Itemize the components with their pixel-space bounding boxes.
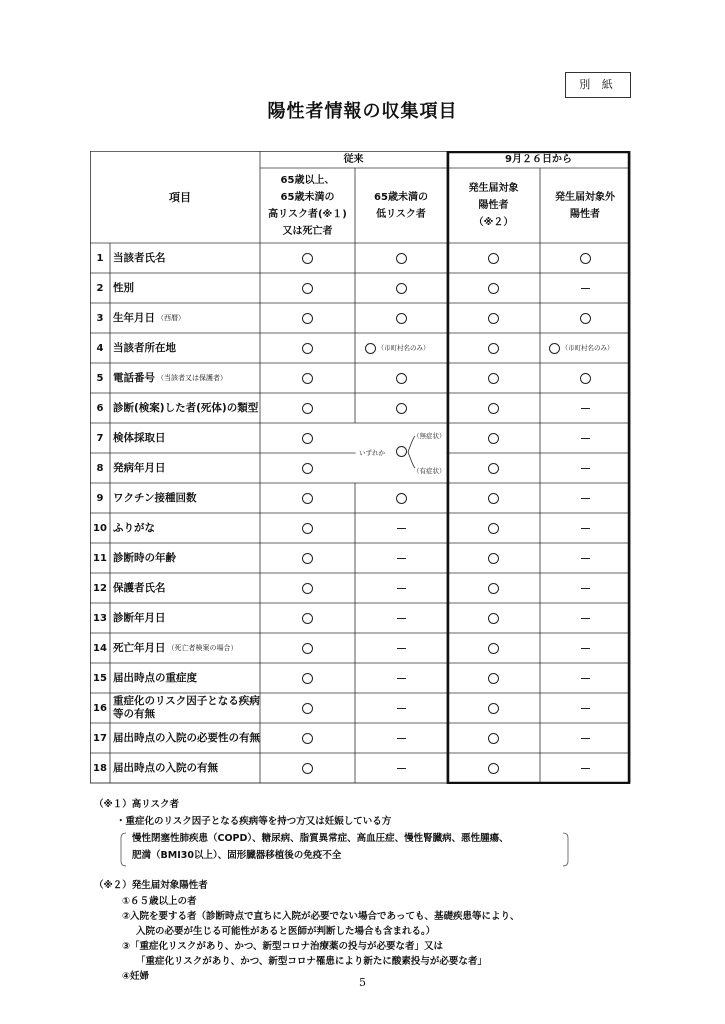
circle-mark — [488, 763, 499, 774]
header-col-notifiable-line: 発生届対象 — [468, 183, 519, 194]
row-number: 11 — [93, 552, 107, 564]
row-label-text: 届出時点の入院の有無 — [113, 761, 218, 774]
row-number: 16 — [93, 702, 107, 714]
row-label — [110, 513, 260, 543]
footnote2-item: ③「重症化リスクがあり、かつ、新型コロナ治療薬の投与が必要な者」又は — [122, 941, 443, 952]
either-connector — [355, 422, 447, 482]
circle-mark — [488, 283, 499, 294]
mark-cell — [540, 243, 630, 273]
mark-cell — [260, 753, 355, 783]
circle-mark — [302, 433, 313, 444]
circle-mark — [302, 313, 313, 324]
header-col-low-risk-line: 低リスク者 — [376, 208, 426, 220]
row-label — [110, 753, 260, 783]
circle-mark — [302, 493, 313, 504]
circle-mark — [488, 403, 499, 414]
mark-cell — [260, 243, 355, 273]
header-col-high-risk-line: 高リスク者(※１) — [268, 208, 347, 220]
footnote1-line: 慢性閉塞性肺疾患（COPD）、糖尿病、脂質異常症、高血圧症、慢性腎臓病、悪性腫瘍、 — [132, 833, 509, 844]
mark-cell — [260, 513, 355, 543]
mark-cell — [447, 243, 540, 273]
mark-cell — [540, 663, 630, 693]
dash-mark — [581, 588, 590, 589]
row-label-text: 保護者氏名 — [113, 581, 166, 594]
mark-cell — [447, 603, 540, 633]
mark-cell — [260, 603, 355, 633]
mark-cell — [260, 453, 355, 483]
mark-cell — [355, 753, 447, 783]
footnote2-item: ①６５歳以上の者 — [122, 896, 197, 907]
footnote1-line: ・重症化のリスク因子となる疾病等を持つ方又は妊娠している方 — [116, 816, 392, 827]
row-label — [110, 663, 260, 693]
asymptomatic-label: （無症状） — [413, 432, 446, 440]
dash-mark — [397, 588, 406, 589]
row-label — [110, 453, 260, 483]
mark-cell — [355, 273, 447, 303]
circle-mark — [302, 553, 313, 564]
footnote2-heading: （※２）発生届対象陽性者 — [94, 880, 208, 891]
page-number: 5 — [359, 976, 366, 989]
row-label — [110, 303, 260, 333]
mark-cell — [260, 663, 355, 693]
header-col-low-risk-line: 65歳未満の — [374, 191, 428, 203]
mark-cell — [540, 363, 630, 393]
mark-cell — [540, 693, 630, 723]
circle-mark — [580, 313, 591, 324]
page-title: 陽性者情報の収集項目 — [267, 101, 458, 122]
mark-cell — [540, 453, 630, 483]
row-label — [110, 363, 260, 393]
row-label-text: 届出時点の入院の必要性の有無 — [113, 731, 260, 744]
mark-cell — [447, 393, 540, 423]
appendix-tag: 別 紙 — [565, 72, 631, 98]
circle-mark — [488, 613, 499, 624]
mark-cell — [447, 753, 540, 783]
row-label-text: 届出時点の重症度 — [113, 671, 197, 684]
header-col-non-notifiable-line: 発生届対象外 — [555, 191, 615, 203]
mark-cell — [260, 273, 355, 303]
mark-cell — [540, 603, 630, 633]
dash-mark — [581, 438, 590, 439]
footnote1-heading: （※１）高リスク者 — [94, 799, 180, 810]
mark-cell — [447, 513, 540, 543]
mark-cell — [540, 633, 630, 663]
mark-cell — [355, 243, 447, 273]
mark-cell — [260, 483, 355, 513]
circle-mark — [302, 343, 313, 354]
header-col-high-risk-line: 65歳以上、 — [280, 174, 335, 186]
circle-mark — [302, 523, 313, 534]
row-number: 6 — [96, 402, 104, 414]
mark-cell — [540, 303, 630, 333]
mark-cell — [355, 303, 447, 333]
row-label — [110, 633, 260, 663]
header-col-notifiable-line: （※２） — [473, 217, 514, 228]
row-label-text: 検体採取日 — [113, 431, 166, 444]
header-col-notifiable-line: 陽性者 — [478, 200, 509, 211]
dash-mark — [581, 558, 590, 559]
dash-mark — [397, 528, 406, 529]
dash-mark — [397, 648, 406, 649]
row-label — [110, 333, 260, 363]
mark-cell — [260, 333, 355, 363]
row-label-text: 重症化のリスク因子となる疾病等の有無 — [113, 695, 260, 720]
row-number: 9 — [96, 492, 104, 504]
circle-mark — [488, 493, 499, 504]
mark-cell — [260, 633, 355, 663]
header-col-high-risk — [260, 168, 355, 243]
dash-mark — [397, 678, 406, 679]
mark-cell — [355, 603, 447, 633]
mark-cell — [355, 693, 447, 723]
mark-cell — [260, 573, 355, 603]
circle-mark — [302, 403, 313, 414]
dash-mark — [581, 678, 590, 679]
row-number: 1 — [96, 252, 104, 264]
circle-mark — [396, 493, 407, 504]
row-label-text: 診断時の年齢 — [113, 551, 176, 564]
mark-cell — [447, 693, 540, 723]
circle-mark — [488, 463, 499, 474]
circle-mark — [488, 583, 499, 594]
header-item: 項目 — [169, 190, 191, 204]
collection-items-table — [90, 151, 631, 784]
mark-cell — [447, 723, 540, 753]
header-col-non-notifiable-line: 陽性者 — [570, 208, 600, 220]
footnote2-item: ④妊婦 — [122, 971, 150, 982]
footnote2-item: 「重症化リスクがあり、かつ、新型コロナ罹患により新たに酸素投与が必要な者」 — [136, 956, 487, 967]
mark-cell — [447, 573, 540, 603]
row-label-text: ワクチン接種回数 — [113, 491, 197, 504]
circle-mark — [396, 253, 407, 264]
mark-cell — [540, 513, 630, 543]
mark-cell — [447, 423, 540, 453]
row-label-text: 診断年月日 — [113, 611, 166, 624]
row-label — [110, 693, 260, 723]
row-label-text: 死亡年月日 — [113, 641, 166, 654]
merged-either-cell — [355, 422, 447, 482]
mark-cell — [447, 483, 540, 513]
circle-mark — [488, 313, 499, 324]
row-label — [110, 603, 260, 633]
circle-mark — [302, 583, 313, 594]
row-label — [110, 243, 260, 273]
mark-cell — [540, 573, 630, 603]
circle-mark — [302, 673, 313, 684]
mark-cell — [355, 633, 447, 663]
circle-mark — [302, 703, 313, 714]
mark-cell — [540, 423, 630, 453]
mark-cell — [260, 723, 355, 753]
circle-mark — [302, 253, 313, 264]
row-label — [110, 723, 260, 753]
mark-cell — [447, 273, 540, 303]
dash-mark — [581, 618, 590, 619]
dash-mark — [581, 738, 590, 739]
mark-cell — [260, 423, 355, 453]
circle-mark — [302, 283, 313, 294]
mark-cell — [260, 363, 355, 393]
mark-cell — [355, 723, 447, 753]
mark-cell — [540, 483, 630, 513]
dash-mark — [397, 618, 406, 619]
circle-mark — [302, 463, 313, 474]
circle-mark — [396, 313, 407, 324]
circle-mark — [488, 523, 499, 534]
row-label-text: 当該者所在地 — [113, 341, 176, 354]
row-number: 4 — [96, 342, 104, 354]
circle-mark — [302, 643, 313, 654]
dash-mark — [397, 708, 406, 709]
mark-cell — [540, 393, 630, 423]
row-number: 13 — [93, 612, 107, 624]
mark-cell — [447, 633, 540, 663]
circle-mark — [302, 763, 313, 774]
circle-mark — [488, 643, 499, 654]
cell-note: （市町村名のみ） — [377, 343, 430, 352]
header-col-low-risk — [355, 168, 447, 243]
circle-mark — [488, 343, 499, 354]
mark-cell — [540, 543, 630, 573]
mark-cell — [260, 543, 355, 573]
dash-mark — [581, 708, 590, 709]
header-col-high-risk-line: 又は死亡者 — [282, 225, 333, 237]
row-label-text: 発病年月日 — [113, 461, 166, 474]
dash-mark — [581, 288, 590, 289]
row-label — [110, 273, 260, 303]
mark-cell — [447, 663, 540, 693]
mark-cell — [540, 753, 630, 783]
header-col-notifiable — [447, 168, 540, 243]
mark-cell — [260, 393, 355, 423]
row-number: 18 — [93, 762, 107, 774]
row-number: 8 — [96, 462, 104, 474]
circle-mark — [302, 373, 313, 384]
mark-cell — [540, 333, 630, 363]
mark-cell — [355, 483, 447, 513]
dash-mark — [581, 498, 590, 499]
dash-mark — [581, 468, 590, 469]
dash-mark — [581, 528, 590, 529]
dash-mark — [581, 648, 590, 649]
footnote1-bracket — [120, 832, 580, 868]
circle-mark — [580, 253, 591, 264]
circle-mark — [396, 373, 407, 384]
mark-cell — [260, 693, 355, 723]
footnote2-item: ②入院を要する者（診断時点で直ちに入院が必要でない場合であっても、基礎疾患等により、 — [122, 911, 520, 922]
either-label: いずれか — [359, 449, 385, 457]
circle-mark — [488, 373, 499, 384]
mark-cell — [355, 663, 447, 693]
row-number: 17 — [93, 732, 107, 744]
dash-mark — [397, 558, 406, 559]
row-label — [110, 483, 260, 513]
mark-cell — [355, 543, 447, 573]
circle-mark — [396, 403, 407, 414]
dash-mark — [397, 768, 406, 769]
cell-note: （市町村名のみ） — [561, 343, 614, 352]
mark-cell — [540, 273, 630, 303]
mark-cell — [355, 363, 447, 393]
circle-mark — [488, 673, 499, 684]
row-label — [110, 573, 260, 603]
header-from-sep26: 9月２６日から — [505, 154, 572, 165]
mark-cell — [447, 363, 540, 393]
circle-mark — [488, 703, 499, 714]
circle-mark — [488, 733, 499, 744]
mark-cell — [355, 333, 447, 363]
row-number: 10 — [93, 522, 107, 534]
circle-mark — [580, 373, 591, 384]
row-label-text: 電話番号 — [113, 371, 155, 384]
circle-mark — [488, 433, 499, 444]
circle-mark — [365, 343, 376, 354]
circle-mark — [396, 283, 407, 294]
circle-mark — [302, 613, 313, 624]
row-label — [110, 423, 260, 453]
row-label-text: ふりがな — [113, 521, 155, 534]
row-label-text: 診断(検案)した者(死体)の類型 — [113, 401, 259, 414]
row-label-text: 生年月日 — [113, 311, 155, 324]
row-label-sub: （当該者又は保護者） — [157, 373, 227, 382]
mark-cell — [540, 723, 630, 753]
mark-cell — [447, 543, 540, 573]
row-label-sub: （死亡者検案の場合） — [167, 643, 238, 652]
header-conventional: 従来 — [343, 154, 364, 165]
row-number: 3 — [96, 312, 104, 324]
row-number: 2 — [96, 282, 104, 294]
header-col-high-risk-line: 65歳未満の — [280, 191, 335, 203]
row-label — [110, 393, 260, 423]
dash-mark — [397, 738, 406, 739]
header-col-non-notifiable — [540, 168, 630, 243]
circle-mark — [302, 733, 313, 744]
mark-cell — [355, 513, 447, 543]
row-label-text: 当該者氏名 — [113, 251, 166, 264]
row-number: 14 — [93, 642, 107, 654]
circle-mark — [488, 253, 499, 264]
row-number: 15 — [93, 672, 107, 684]
row-label-sub: （西暦） — [157, 313, 185, 322]
mark-cell — [447, 453, 540, 483]
row-label — [110, 543, 260, 573]
mark-cell — [260, 303, 355, 333]
mark-cell — [355, 393, 447, 423]
circle-mark — [488, 553, 499, 564]
symptomatic-label: （有症状） — [413, 467, 446, 475]
footnote1-line: 肥満（BMI30以上）、固形臓器移植後の免疫不全 — [132, 850, 342, 861]
dash-mark — [581, 768, 590, 769]
row-label-text: 性別 — [113, 281, 134, 294]
mark-cell — [447, 303, 540, 333]
footnote2-item: 入院の必要が生じる可能性があると医師が判断した場合も含まれる。） — [136, 926, 436, 937]
row-number: 5 — [96, 372, 104, 384]
mark-cell — [447, 333, 540, 363]
dash-mark — [581, 408, 590, 409]
circle-mark — [549, 343, 560, 354]
row-number: 7 — [96, 432, 104, 444]
row-number: 12 — [93, 582, 107, 594]
mark-cell — [355, 573, 447, 603]
